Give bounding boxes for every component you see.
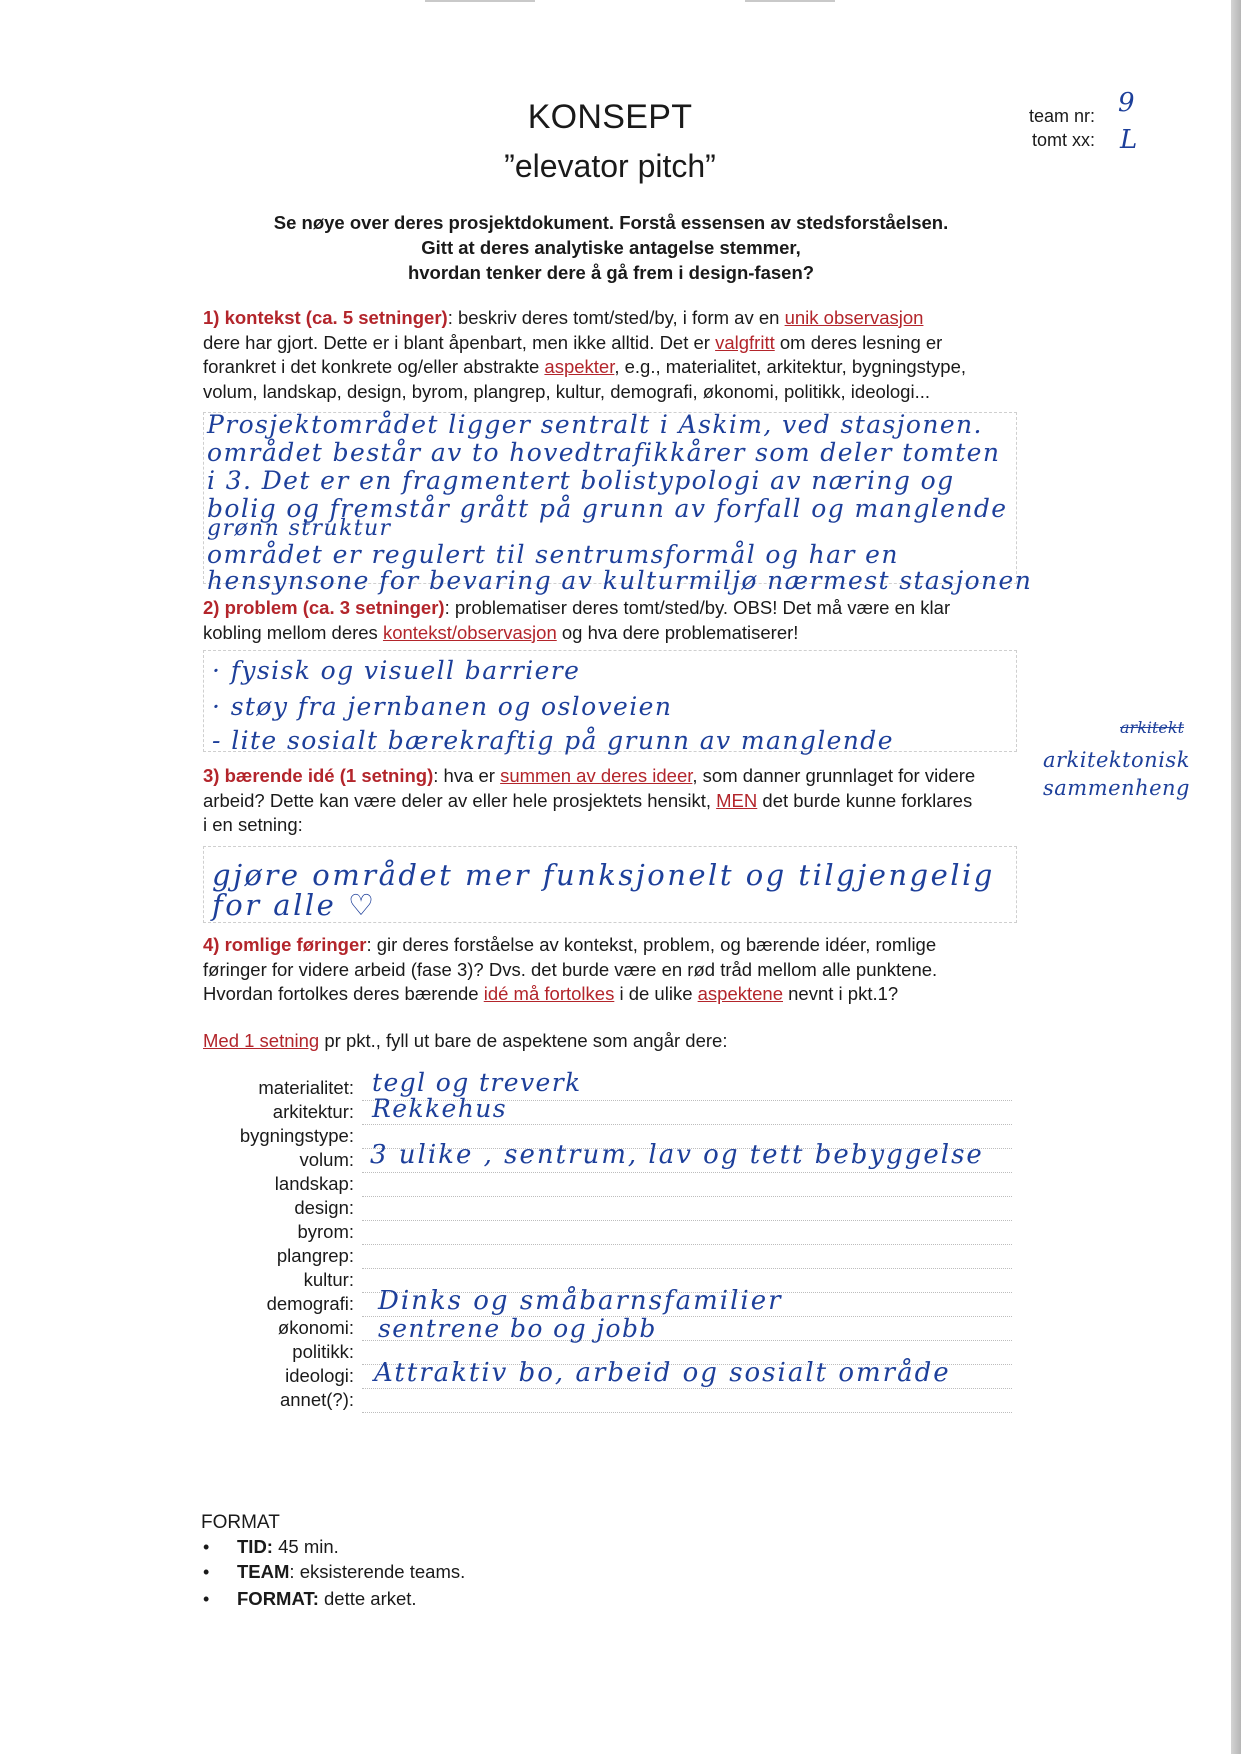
- format-item-tid: [237, 1536, 339, 1558]
- aspect-label-demografi: demografi:: [266, 1293, 354, 1314]
- keyword-link: kontekst/observasjon: [382, 621, 557, 643]
- keyword-link: summen av deres ideer: [500, 765, 693, 786]
- format-key: TID:: [237, 1536, 273, 1557]
- aspect-label-bygningstype: bygningstype:: [239, 1125, 354, 1146]
- crossed-out-word: arkitekt: [1120, 718, 1185, 737]
- keyword-link: aspekter: [544, 356, 615, 377]
- format-value: dette arket.: [318, 1588, 417, 1609]
- handwritten-line: Prosjektområdet ligger sentralt i Askim, ved stasjonen.: [207, 410, 983, 439]
- aspect-label-arkitektur: arkitektur:: [272, 1101, 354, 1122]
- instruction-text: volum, landskap, design, byrom, plangrep, kultur, demografi, økonomi, politikk, ideologi...: [203, 380, 931, 402]
- handwritten-line: bolig og fremstår grått på grunn av forfall og manglende: [207, 494, 1008, 523]
- format-value: 45 min.: [272, 1536, 339, 1557]
- aspect-value-volum: 3 ulike , sentrum, lav og tett bebyggelse: [370, 1140, 984, 1170]
- handwritten-line: i 3. Det er en fragmentert bolistypologi av næring og: [207, 466, 955, 495]
- section-romlige-foringer-instructions: [203, 933, 1018, 1007]
- section-heading: 4) romlige føringer: [203, 934, 367, 955]
- intro-line: Se nøye over deres prosjektdokument. Forstå essensen av stedsforståelsen.: [273, 212, 949, 233]
- handwritten-line: · fysisk og visuell barriere: [212, 656, 581, 685]
- aspect-value-demografi: Dinks og småbarnsfamilier: [378, 1286, 783, 1316]
- intro-text: [161, 210, 1061, 285]
- tomt-label: tomt xx:: [1031, 130, 1095, 150]
- instruction-text: det burde kunne forklares: [757, 789, 973, 811]
- handwritten-line: · støy fra jernbanen og osloveien: [212, 692, 673, 721]
- aspect-field-byrom[interactable]: [362, 1244, 1012, 1245]
- handwritten-line: grønn struktur: [207, 516, 392, 541]
- team-label: team nr:: [1028, 106, 1095, 126]
- aspect-value-okonomi: sentrene bo og jobb: [378, 1314, 657, 1343]
- instruction-text: , som danner grunnlaget for videre: [692, 765, 976, 786]
- scan-mark: [745, 0, 835, 2]
- page-subtitle: ”elevator pitch”: [504, 148, 716, 184]
- instruction-text: forankret i det konkrete og/eller abstrakte: [203, 356, 545, 377]
- section-problem-instructions: [203, 596, 1018, 645]
- team-number-handwritten[interactable]: 9: [1118, 88, 1135, 118]
- format-heading: FORMAT: [201, 1512, 280, 1533]
- keyword-link: Med 1 setning: [203, 1030, 320, 1051]
- aspect-field-volum[interactable]: [362, 1172, 1012, 1173]
- aspects-intro: [203, 1029, 1018, 1054]
- instruction-text: i en setning:: [203, 814, 303, 835]
- aspect-field-annet[interactable]: [362, 1412, 1012, 1413]
- instruction-text: arbeid? Dette kan være deler av eller hele prosjektets hensikt,: [203, 789, 717, 811]
- aspect-label-byrom: byrom:: [297, 1221, 354, 1242]
- format-key: FORMAT:: [237, 1588, 319, 1609]
- instruction-text: og hva dere problematiserer!: [556, 621, 799, 643]
- format-value: : eksisterende teams.: [289, 1561, 466, 1582]
- keyword-link: unik observasjon: [784, 307, 924, 328]
- bullet-icon: •: [203, 1589, 210, 1609]
- keyword-link: MEN: [716, 789, 758, 811]
- margin-note: arkitektonisk: [1043, 748, 1190, 772]
- keyword-link: idé må fortolkes: [483, 983, 615, 1004]
- handwritten-line: hensynsone for bevaring av kulturmiljø nærmest stasjonen: [207, 566, 1033, 595]
- instruction-text: Hvordan fortolkes deres bærende: [203, 983, 484, 1004]
- instruction-text: : problematiser deres tomt/sted/by. OBS! Det må være en klar: [444, 597, 951, 618]
- keyword-link: aspektene: [697, 983, 783, 1004]
- section-heading: 2) problem (ca. 3 setninger): [203, 597, 445, 618]
- instruction-text: : beskriv deres tomt/sted/by, i form av en: [447, 307, 785, 328]
- aspect-label-annet: annet(?):: [279, 1389, 354, 1410]
- aspect-value-arkitektur: Rekkehus: [372, 1094, 507, 1123]
- handwritten-line: området består av to hovedtrafikkårer som deler tomten: [207, 438, 1001, 467]
- handwritten-line: for alle ♡: [212, 888, 377, 922]
- aspect-label-design: design:: [294, 1197, 354, 1218]
- aspect-field-design[interactable]: [362, 1220, 1012, 1221]
- keyword-link: valgfritt: [715, 331, 775, 353]
- handwritten-line: området er regulert til sentrumsformål og har en: [207, 540, 899, 569]
- aspect-value-materialitet: tegl og treverk: [372, 1068, 582, 1097]
- aspect-field-ideologi[interactable]: [362, 1388, 1012, 1389]
- handwritten-line: gjøre området mer funksjonelt og tilgjengelig: [212, 858, 995, 892]
- instruction-text: om deres lesning er: [774, 331, 943, 353]
- section-heading: 3) bærende idé (1 setning): [203, 765, 434, 786]
- aspect-label-plangrep: plangrep:: [276, 1245, 354, 1266]
- tomt-handwritten[interactable]: L: [1120, 125, 1138, 155]
- instruction-text: nevnt i pkt.1?: [783, 983, 899, 1004]
- aspect-value-ideologi: Attraktiv bo, arbeid og sosialt område: [374, 1358, 951, 1388]
- aspect-field-plangrep[interactable]: [362, 1268, 1012, 1269]
- instruction-text: i de ulike: [614, 983, 698, 1004]
- format-item-team: [237, 1561, 465, 1583]
- aspect-label-kultur: kultur:: [303, 1269, 354, 1290]
- aspect-label-politikk: politikk:: [292, 1341, 354, 1362]
- scan-mark: [425, 0, 535, 2]
- aspect-field-arkitektur[interactable]: [362, 1124, 1012, 1125]
- page-title: KONSEPT: [527, 98, 693, 136]
- intro-line: Gitt at deres analytiske antagelse stemmer,: [421, 237, 801, 258]
- aspect-label-volum: volum:: [299, 1149, 354, 1170]
- instruction-text: : gir deres forståelse av kontekst, problem, og bærende idéer, romlige: [366, 934, 937, 955]
- aspect-label-materialitet: materialitet:: [258, 1077, 354, 1098]
- aspect-field-landskap[interactable]: [362, 1196, 1012, 1197]
- aspect-label-okonomi: økonomi:: [277, 1317, 354, 1338]
- scan-edge: [1231, 0, 1241, 1754]
- aspect-label-ideologi: ideologi:: [285, 1365, 354, 1386]
- format-key: TEAM: [237, 1561, 290, 1582]
- section-kontekst-instructions: [203, 306, 1018, 404]
- instruction-text: dere har gjort. Dette er i blant åpenbart, men ikke alltid. Det er: [203, 331, 716, 353]
- section-heading: 1) kontekst (ca. 5 setninger): [203, 307, 448, 328]
- format-item-format: [237, 1588, 417, 1610]
- bullet-icon: •: [203, 1562, 210, 1582]
- instruction-text: : hva er: [433, 765, 501, 786]
- instruction-text: føringer for videre arbeid (fase 3)? Dvs. det burde være en rød tråd mellom alle punktene.: [203, 958, 938, 980]
- intro-line: hvordan tenker dere å gå frem i design-fasen?: [407, 262, 815, 283]
- instruction-text: pr pkt., fyll ut bare de aspektene som angår dere:: [319, 1030, 728, 1051]
- instruction-text: kobling mellom deres: [203, 621, 383, 643]
- aspect-label-landskap: landskap:: [274, 1173, 354, 1194]
- section-baerende-ide-instructions: [203, 764, 1018, 838]
- instruction-text: , e.g., materialitet, arkitektur, bygningstype,: [614, 356, 967, 377]
- bullet-icon: •: [203, 1537, 210, 1557]
- handwritten-line: - lite sosialt bærekraftig på grunn av manglende: [212, 726, 894, 755]
- margin-note: sammenheng: [1043, 776, 1190, 800]
